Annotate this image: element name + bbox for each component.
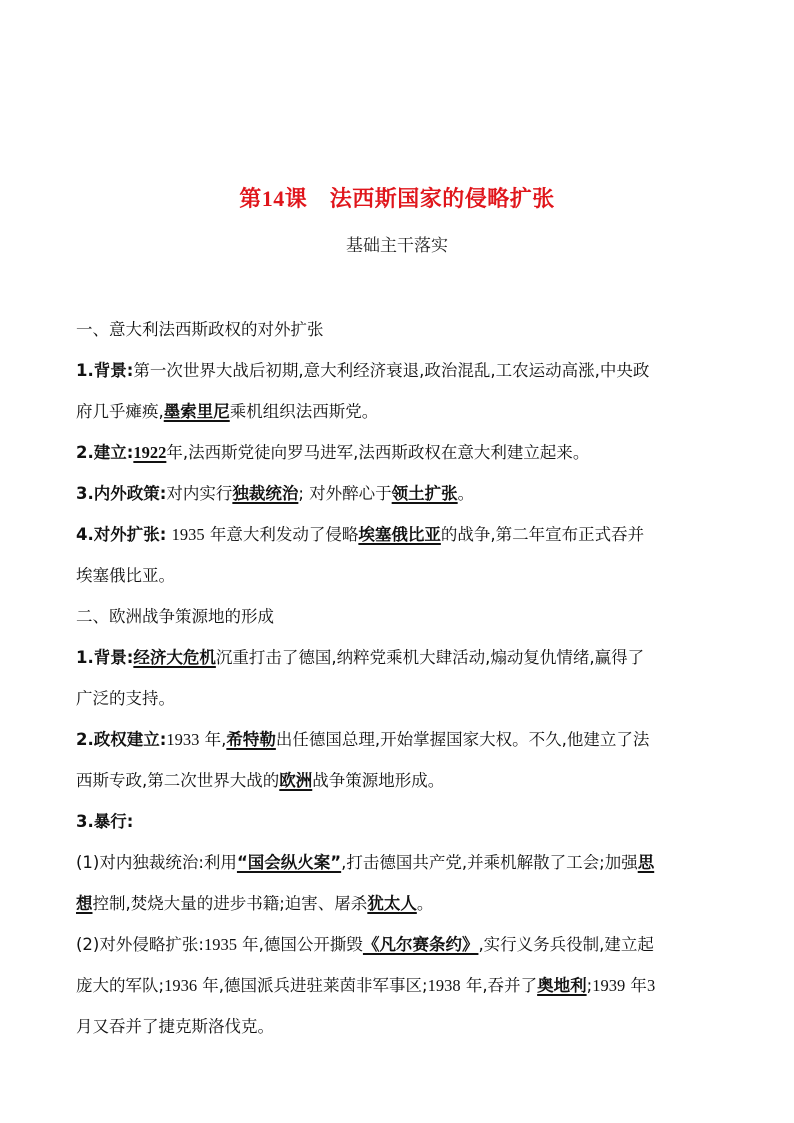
item-germany-foreign-line1 [76,924,720,965]
label-atrocities: 3.暴行: [76,812,134,831]
item-germany-regime-line2 [76,760,720,801]
item-germany-foreign-line2 [76,965,720,1006]
lesson-title [0,182,794,213]
year: 1933 [166,730,200,749]
text: ,实行义务兵役制,建立起 [478,935,654,954]
item-italy-policy [76,473,720,514]
label-expansion: 4.对外扩张: [76,525,167,544]
item-germany-background-line1 [76,637,720,678]
text: 沉重打击了德国,纳粹党乘机大肆活动,煽动复仇情绪,赢得了 [215,648,645,667]
key-term: 独裁统治 [232,484,299,503]
key-term: 《凡尔赛条约》 [362,935,479,954]
text: 年 [625,976,647,995]
year: 1936 [164,976,198,995]
text: 出任德国总理,开始掌握国家大权。不久,他建立了法 [275,730,650,749]
text: 的战争,第二年宣布正式吞并 [440,525,645,544]
text: (2)对外侵略扩张: [76,935,204,954]
text: 西斯专政,第二次世界大战的 [76,771,280,790]
text: 第一次世界大战后初期,意大利经济衰退,政治混乱,工农运动高涨,中央政 [133,361,650,380]
text: 战争策源地形成。 [312,771,445,790]
item-germany-domestic-line2 [76,883,720,924]
text: 对内实行 [166,484,233,503]
key-term: 奥地利 [537,976,587,995]
text: 控制,焚烧大量的进步书籍;迫害、屠杀 [92,894,368,913]
title-name: 法西斯国家的侵略扩张 [329,187,555,212]
text: 府几乎瘫痪, [76,402,164,421]
title-lesson: 课 [284,187,308,212]
item-italy-expansion-line2: 埃塞俄比亚。 [76,566,175,585]
text: 庞大的军队; [76,976,165,995]
key-term: 犹太人 [367,894,417,913]
item-germany-foreign-line3: 月又吞并了捷克斯洛伐克。 [76,1017,274,1036]
item-italy-establish [76,432,720,473]
text: 年,吞并了 [460,976,538,995]
label-establish: 2.建立: [76,443,134,462]
section-heading-italy: 一、意大利法西斯政权的对外扩张 [76,320,324,339]
item-germany-background-line2: 广泛的支持。 [76,689,175,708]
text: ,打击德国共产党,并乘机解散了工会;加强 [341,853,638,872]
label-regime: 2.政权建立: [76,730,167,749]
key-term: 经济大危机 [133,648,216,667]
text: ; 对外醉心于 [298,484,392,503]
item-italy-background-line2 [76,391,720,432]
key-term: 想 [76,894,93,913]
key-term: 领土扩张 [391,484,458,503]
key-term: 欧洲 [279,771,313,790]
label-background: 1.背景: [76,648,134,667]
key-term: 思 [637,853,655,872]
item-italy-expansion-line1 [76,514,720,555]
section-subtitle: 基础主干落实 [346,236,448,256]
text: 乘机组织法西斯党。 [229,402,379,421]
title-gap [307,187,330,212]
year: 1939 [592,976,626,995]
year: 1935 [203,935,237,954]
item-germany-domestic-line1 [76,842,720,883]
item-italy-background-line1 [76,350,720,391]
key-term: 埃塞俄比亚 [358,525,441,544]
title-number: 14 [261,186,285,211]
text: 年,德国派兵进驻莱茵非军事区; [197,976,428,995]
label-policy: 3.内外政策: [76,484,167,503]
key-term: “国会纵火案” [236,853,342,872]
text: 年意大利发动了侵略 [204,525,359,544]
item-germany-regime-line1 [76,719,720,760]
item-germany-atrocities-label [76,801,720,842]
year: 1935 [171,525,205,544]
number: 3 [646,976,656,995]
text: (1)对内独裁统治:利用 [76,853,237,872]
section-heading-europe: 二、欧洲战争策源地的形成 [76,607,274,626]
text: 年,德国公开撕毁 [236,935,363,954]
year: 1938 [427,976,461,995]
title-prefix: 第 [239,187,262,212]
text: 年,法西斯党徒向罗马进军,法西斯政权在意大利建立起来。 [166,443,590,462]
label-background: 1.背景: [76,361,134,380]
key-term: 希特勒 [226,730,276,749]
text: ; [586,976,593,995]
key-term: 墨索里尼 [163,402,230,421]
key-year: 1922 [133,443,167,462]
text: 。 [416,894,434,913]
document-body [76,309,720,1047]
text: 。 [457,484,475,503]
text: 年, [199,730,227,749]
